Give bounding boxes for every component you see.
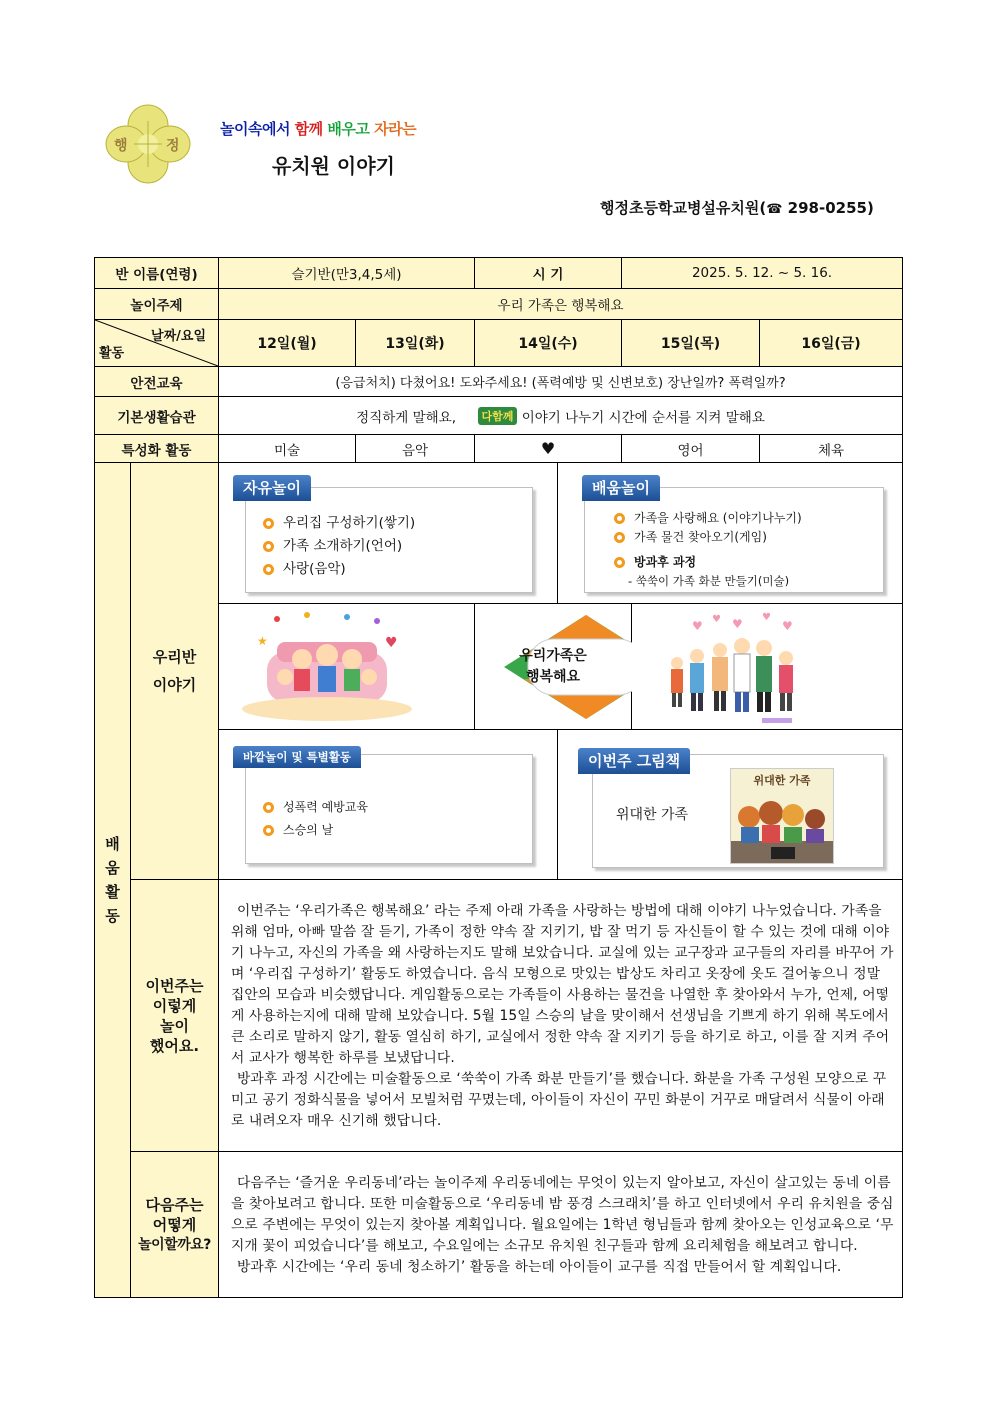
theme-badge-line-1: 우리가족은 [519,648,587,664]
this-week-line-4: 했어요. [149,1036,200,1055]
free-play-title: 자유놀이 [233,475,311,501]
list-item: 가족을 사랑해요 (이야기나누기) [614,509,802,528]
bullet-icon [263,541,274,552]
habit-row [95,397,903,435]
next-week-paragraph-2: 방과후 시간에는 ‘우리 동네 청소하기’ 활동을 하는데 아이들이 교구를 직접 만들어서 할 계획입니다. [237,1259,842,1275]
day-thu: 15일(목) [622,320,760,367]
theme-diamond-icon [475,604,632,730]
free-play-list [263,512,415,581]
list-item: 가족 소개하기(언어) [263,535,415,558]
theme-badge-line-2: 행복해요 [525,669,581,685]
this-week-paragraph-2: 방과후 과정 시간에는 미술활동으로 ‘쑥쑥이 가족 화분 만들기’를 했습니다. 화분을 가족 구성원 모양으로 꾸미고 공기 정화식물을 넣어서 모빌처럼 꾸몄는데, 아이들이 자신이 꾸민 화분이 거꾸로 매달려서 식물이 아래로 내려오자 매우 신기해 했답니다. [231,1071,887,1129]
free-play-cell [219,463,558,604]
this-week-label [131,880,219,1152]
svg-text:♥: ♥ [692,619,703,633]
school-name: 행정초등학교병설유치원( [600,199,767,217]
weekly-plan-table [94,257,903,1298]
learning-play-title: 배움놀이 [582,475,660,501]
next-week-line-3: 놀이할까요? [138,1236,211,1253]
bullet-icon [614,532,625,543]
svg-text:♥: ♥ [385,635,398,651]
our-class-line-2: 이야기 [152,676,197,694]
slogan-part-4: 자라는 [374,120,417,138]
class-label: 반 이름(연령) [95,258,219,289]
special-label: 특성화 활동 [95,435,219,463]
day-wed: 14일(수) [475,320,622,367]
this-week-text [219,880,903,1152]
diag-bottom-label: 활동 [99,346,125,361]
school-logo-icon [104,103,192,185]
svg-text:♥: ♥ [782,619,793,633]
slogan [220,118,416,139]
svg-text:★: ★ [257,634,268,648]
picture-book-cell [558,730,903,880]
learning-char-1: 배 [105,835,120,853]
special-tue: 음악 [356,435,475,463]
day-mon: 12일(월) [219,320,356,367]
list-item: 가족 물건 찾아오기(게임) [614,528,802,547]
school-phone: 298-0255) [782,199,874,217]
learning-char-4: 동 [105,907,120,925]
list-item: - 쑥쑥이 가족 화분 만들기(미술) [628,574,790,588]
next-week-row [95,1152,903,1298]
habit-badge: 다함께 [478,407,518,425]
bullet-icon [263,518,274,529]
outdoor-list [263,796,368,842]
next-week-line-2: 어떻게 [152,1215,197,1234]
special-mon: 미술 [219,435,356,463]
learning-play-list [614,509,802,591]
next-week-paragraph-1: 다음주는 ‘즐거운 우리동네’라는 놀이주제 우리동네에는 무엇이 있는지 알아보고, 자신이 살고있는 동네 이름을 찾아보려고 합니다. 또한 미술활동으로 ‘우리동네 밤 풍경 스크래치’를 하고 인터넷에서 우리 유치원을 중심으로 주변에는 무엇이 있는지 찾아볼 계획입니다. 월요일에는 1학년 형님들과 함께 찾아오는 인성교육으로 ‘무지개 꽃이 피었습니다’를 해보고, 수요일에는 소규모 유치원 친구들과 함께 요리체험을 해보려고 합니다. [231,1175,894,1254]
habit-label: 기본생활습관 [95,397,219,435]
outdoor-cell [219,730,558,880]
logo-char-2: 정 [166,138,180,154]
panel-row-1 [95,463,903,604]
family-illustration-icon [219,604,475,730]
svg-text:♥: ♥ [712,614,721,625]
period-value: 2025. 5. 12. ~ 5. 16. [622,258,903,289]
special-row [95,435,903,463]
list-item: 사랑(음악) [263,558,415,581]
theme-row [95,289,903,320]
class-row [95,258,903,289]
learning-play-cell [558,463,903,604]
next-week-text [219,1152,903,1298]
logo-char-1: 행 [114,138,128,154]
outdoor-title: 바깥놀이 및 특별활동 [233,746,361,768]
this-week-line-2: 이렇게 [152,996,197,1015]
special-fri: 체육 [760,435,903,463]
learning-char-2: 움 [105,859,120,877]
theme-value: 우리 가족은 행복해요 [219,289,903,320]
next-week-label [131,1152,219,1298]
safety-value: (응급처치) 다쳤어요! 도와주세요! (폭력예방 및 신변보호) 장난일까? 폭력일까? [219,367,903,397]
svg-text:♥: ♥ [732,617,743,631]
slogan-part-3: 배우고 [327,120,375,138]
slogan-part-2: 함께 [294,120,328,138]
svg-text:♥: ♥ [762,612,771,623]
day-tue: 13일(화) [356,320,475,367]
family-group-icon [632,604,903,730]
picture-book-title: 이번주 그림책 [578,748,690,774]
theme-label: 놀이주제 [95,289,219,320]
this-week-line-3: 놀이 [160,1016,189,1035]
day-fri: 16일(금) [760,320,903,367]
book-title: 위대한 가족 [616,807,689,823]
this-week-paragraph-1: 이번주는 ‘우리가족은 행복해요’ 라는 주제 아래 가족을 사랑하는 방법에 대해 이야기 나누었습니다. 가족을 위해 엄마, 아빠 말씀 잘 듣기, 가족이 정한 약속 잘 지키기, 밥 잘 먹기 등 자신들이 할 수 있는 것에 대해 이야기 나누고, 자신의 가족을 왜 사랑하는지도 말해 보았습니다. 교실에 있는 교구장과 교구들의 자리를 바꾸어 가며 ‘우리집 구성하기’ 활동도 하였습니다. 음식 모형으로 맛있는 밥상도 차리고 옷장에 옷도 걸어놓으니 정말 집안의 모습과 비슷했답니다. 게임활동으로는 가족들이 사용하는 물건을 나열한 후 찾아와서 누가, 언제, 어떻게 사용하는지에 대해 말해 보았습니다. 5월 15일 스승의 날을 맞이해서 선생님을 기쁘게 하기 위해 복도에서 큰 소리로 말하지 않기, 활동 열심히 하기, 교실에서 정한 약속 잘 지키기 등을 하기로 하고, 이를 잘 지켜 주어서 교사가 행복한 하루를 보냈답니다. [231,903,894,1066]
list-item: 방과후 과정 [614,553,802,572]
bullet-icon [263,825,274,836]
list-item: 우리집 구성하기(쌓기) [263,512,415,535]
this-week-line-1: 이번주는 [145,976,204,995]
habit-text-2: 이야기 나누기 시간에 순서를 지켜 말해요 [521,409,765,426]
school-info [600,197,874,218]
bullet-icon [614,513,625,524]
period-label: 시 기 [475,258,622,289]
slogan-part-1: 놀이속에서 [220,120,295,138]
learning-char-3: 활 [105,883,120,901]
safety-row [95,367,903,397]
list-item: 스승의 날 [263,819,368,842]
bullet-icon [263,564,274,575]
bullet-icon [614,557,625,568]
class-value: 슬기반(만3,4,5세) [219,258,475,289]
learning-activity-label [95,463,131,1298]
heart-icon: ♥ [475,435,622,463]
page-title: 유치원 이야기 [272,154,395,178]
habit-text-1: 정직하게 말해요, [356,409,457,426]
diag-top-label: 날짜/요일 [151,329,206,344]
special-thu: 영어 [622,435,760,463]
days-row [95,320,903,367]
date-activity-header [95,320,219,367]
book-cover-icon [730,768,834,864]
phone-icon: ☎ [766,202,783,217]
bullet-icon [263,802,274,813]
this-week-row [95,880,903,1152]
our-class-label [131,463,219,880]
our-class-line-1: 우리반 [152,648,197,666]
habit-value [219,397,903,435]
next-week-line-1: 다음주는 [145,1195,204,1214]
book-cover-title: 위대한 가족 [753,774,811,787]
safety-label: 안전교육 [95,367,219,397]
list-item: 성폭력 예방교육 [263,796,368,819]
